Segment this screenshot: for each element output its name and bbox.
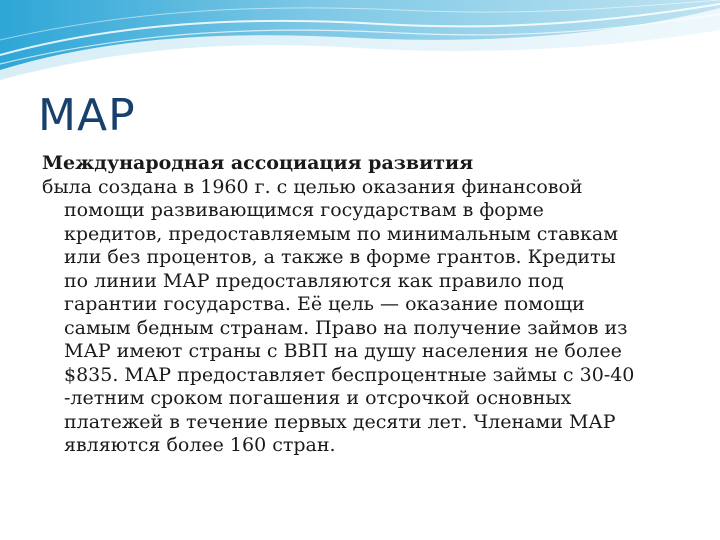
slide-body	[42, 152, 692, 458]
slide-title: МАР	[38, 90, 136, 141]
body-paragraph: была создана в 1960 г. с целью оказания финансовой помощи развивающимся государствам в форме кредитов, предоставляемым по минимальным ставкам или без процентов, а также в форме грантов. Кредиты по линии МАР предоставляются как правило под гарантии государства. Её цель — оказание помощи самым бедным странам. Право на получение займов из МАР имеют страны с ВВП на душу населения не более $835. МАР предоставляет беспроцентные займы с 30-40 -летним сроком погашения и отсрочкой основных платежей в течение первых десяти лет. Членами МАР являются более 160 стран.	[42, 175, 635, 456]
header-wave-decoration	[0, 0, 720, 90]
slide-subtitle: Международная ассоциация развития	[42, 152, 474, 174]
